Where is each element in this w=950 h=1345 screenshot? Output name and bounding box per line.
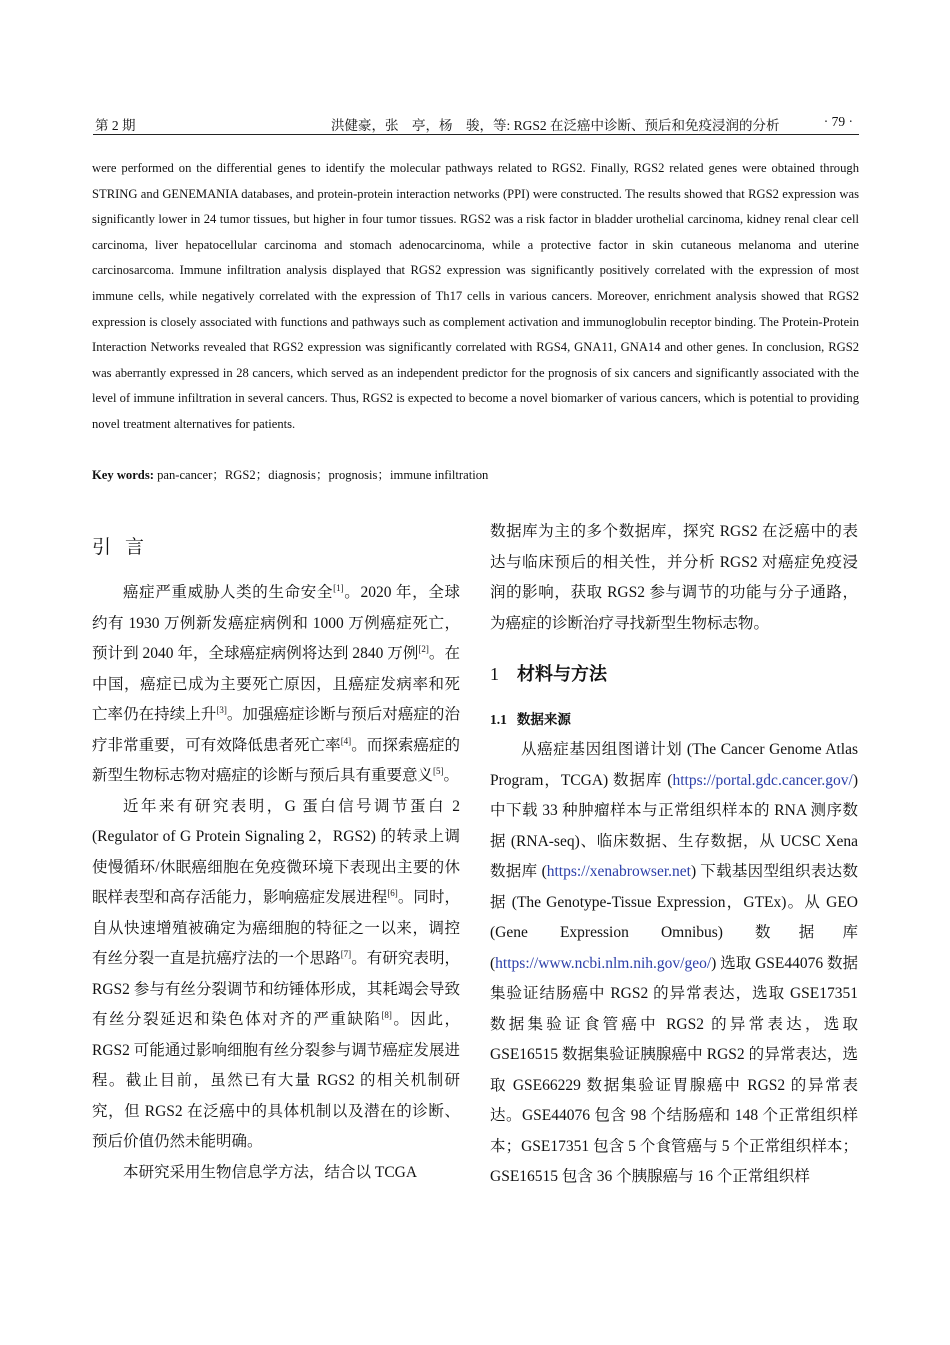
- abstract-text: were performed on the differential genes to identify the molecular pathways related to RGS2. Finally, RGS2 related genes were obtained through STRING and GENEMANIA databases, and protein-protein interaction networks (PPI) were constructed. The results showed that RGS2 expression was significantly lower in 24 tumor tissues, but higher in four tumor tissues. RGS2 was a risk factor in bladder urothelial carcinoma, kidney renal clear cell carcinoma, liver hepatocellular carcinoma and stomach adenocarcinoma, while a protective factor in skin cutaneous melanoma and uterine carcinosarcoma. Immune infiltration analysis displayed that RGS2 expression was significantly positively correlated with the expression of most immune cells, while negatively correlated with the expression of Th17 cells in various cancers. Moreover, enrichment analysis showed that RGS2 expression is closely associated with functions and pathways such as complement activation and immunoglobulin receptor binding. The Protein-Protein Interaction Networks revealed that RGS2 expression was significantly correlated with RGS4, GNA11, GNA14 and other genes. In conclusion, RGS2 was aberrantly expressed in 28 cancers, which served as an independent predictor for the prognosis of six cancers and significantly associated with the level of immune infiltration in several cancers. Thus, RGS2 is expected to become a novel biomarker of various cancers, which is potential to providing novel treatment alternatives for patients.: [92, 161, 859, 431]
- page-number: · 79 ·: [823, 114, 853, 129]
- citation[interactable]: [8]: [381, 1009, 392, 1020]
- keywords-label: Key words:: [92, 468, 154, 482]
- issue-number: 第 2 期: [95, 118, 136, 133]
- running-title: 洪健豪，张 亭，杨 骏，等: RGS2 在泛癌中诊断、预后和免疫浸润的分析: [331, 118, 780, 133]
- running-header: [93, 112, 859, 135]
- right-column: [490, 517, 858, 1193]
- keywords: [92, 464, 859, 486]
- citation[interactable]: [2]: [418, 643, 429, 654]
- citation[interactable]: [4]: [340, 735, 352, 746]
- intro-heading: 引言: [92, 536, 159, 558]
- abstract: [92, 156, 859, 438]
- citation[interactable]: [6]: [387, 887, 398, 898]
- keywords-list: pan-cancer；RGS2；diagnosis；prognosis；immune infiltration: [153, 468, 489, 482]
- citation[interactable]: [3]: [216, 704, 227, 715]
- citation[interactable]: [1]: [333, 582, 344, 593]
- geo-link[interactable]: https://www.ncbi.nlm.nih.gov/geo/: [495, 954, 712, 972]
- citation[interactable]: [5]: [433, 765, 444, 776]
- left-column: [92, 578, 460, 1188]
- intro-paragraph-3: 本研究采用生物信息学方法，结合以 TCGA: [123, 1163, 418, 1181]
- intro-paragraph-2: 近年来有研究表明，G 蛋白信号调节蛋白 2 (Regulator of G Protein Signaling 2，RGS2) 的转录上调使慢循环/休眠癌细胞在免疫微环境下表现出主要的休眠样表型和高存活能力，影响癌症发展进程[6]。同时，自从快速增殖被确定为癌细胞的特征之一以来，调控有丝分裂一直是抗癌疗法的一个思路[7]。有研究表明，RGS2 参与有丝分裂调节和纺锤体形成，其耗竭会导致有丝分裂延迟和染色体对齐的严重缺陷[8]。因此，RGS2 可能通过影响细胞有丝分裂参与调节癌症发展进程。截止目前，虽然已有大量 RGS2 的相关机制研究，但 RGS2 在泛癌中的具体机制以及潜在的诊断、预后价值仍然未能明确。: [92, 797, 460, 1150]
- citation[interactable]: [7]: [340, 948, 352, 959]
- xena-link[interactable]: https://xenabrowser.net: [546, 863, 691, 880]
- intro-paragraph-1: 癌症严重威胁人类的生命安全[1]。2020 年，全球约有 1930 万例新发癌症病例和 1000 万例癌症死亡，预计到 2040 年，全球癌症病例将达到 2840 万例[2]。在中国，癌症已成为主要死亡原因，且癌症发病率和死亡率仍在持续上升[3]。加强癌症诊断与预后对癌症的治疗非常重要，可有效降低患者死亡率[4]。而探索癌症的新型生物标志物对癌症的诊断与预后具有重要意义[5]。: [92, 582, 460, 784]
- subsection-1-1-heading: 1.1 数据来源: [490, 711, 571, 728]
- tcga-link[interactable]: https://portal.gdc.cancer.gov/: [672, 771, 853, 789]
- section-1-heading: 1 材料与方法: [490, 664, 607, 685]
- intro-paragraph-3-cont: 数据库为主的多个数据库，探究 RGS2 在泛癌中的表达与临床预后的相关性，并分析 RGS2 对癌症免疫浸润的影响，获取 RGS2 参与调节的功能与分子通路，为癌症的诊断治疗寻找新型生物标志物。: [490, 523, 858, 632]
- data-source-paragraph: 从癌症基因组图谱计划 (The Cancer Genome Atlas Program，TCGA) 数据库 (https://portal.gdc.cancer.gov/) 中下载 33 种肿瘤样本与正常组织样本的 RNA 测序数据 (RNA-seq)、临床数据、生存数据，从 UCSC Xena 数据库 (https://xenabrowser.net) 下载基因型组织表达数据 (The Genotype-Tissue Expression，GTEx)。从 GEO (Gene Expression Omnibus) 数据库 (https://www.ncbi.nlm.nih.gov/geo/) 选取 GSE44076 数据集验证结肠癌中 RGS2 的异常表达，选取 GSE17351 数据集验证食管癌中 RGS2 的异常表达，选取 GSE16515 数据集验证胰腺癌中 RGS2 的异常表达，选取 GSE66229 数据集验证胃腺癌中 RGS2 的异常表达。GSE44076 包含 98 个结肠癌和 148 个正常组织样本；GSE17351 包含 5 个食管癌与 5 个正常组织样本；GSE16515 包含 36 个胰腺癌与 16 个正常组织样: [490, 741, 858, 1185]
